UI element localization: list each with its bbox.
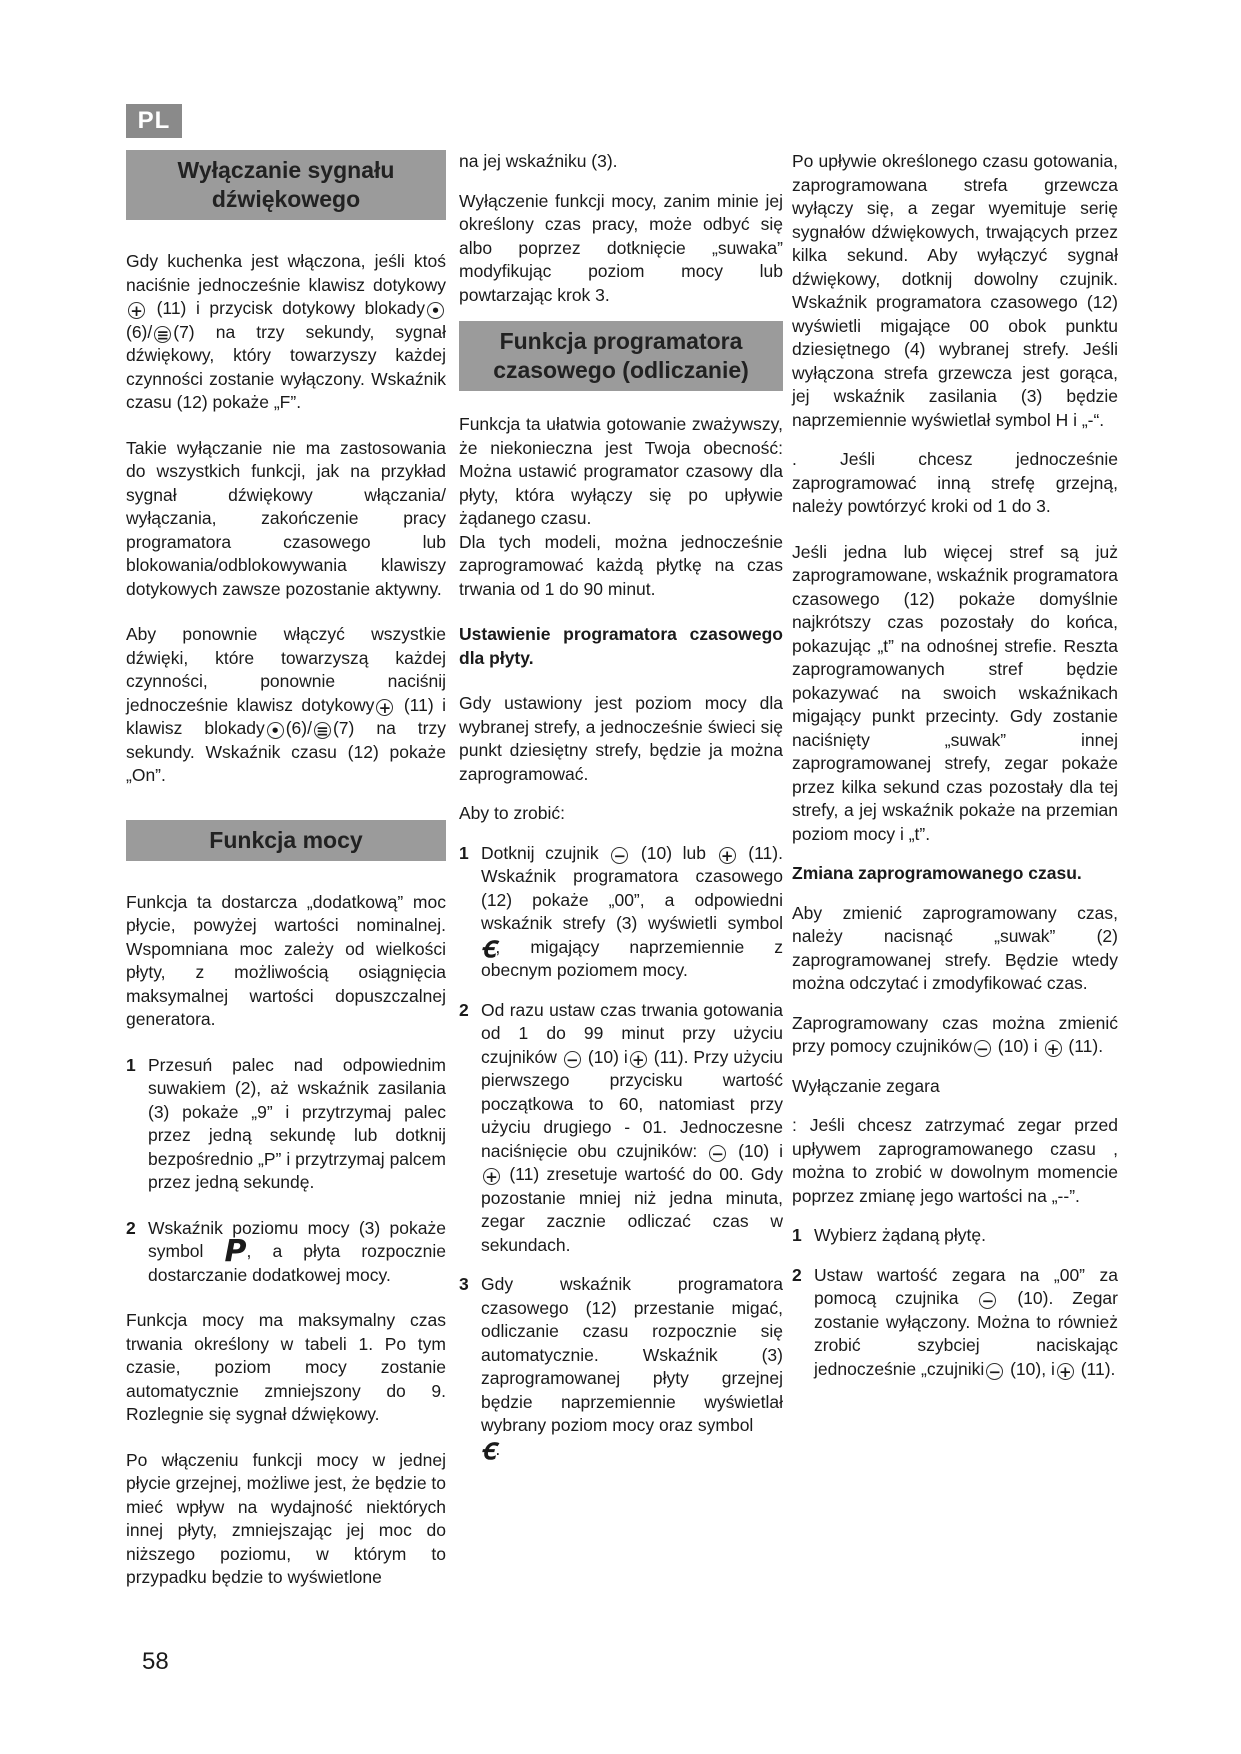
paragraph: Aby to zrobić: (459, 803, 566, 823)
paragraph: Po upływie określonego czasu gotowania, zaprogramowana strefa grzewcza wyłączy się, a zegar wyemituje serię sygnałów dźwiękowych, trwających przez kilka sekund. Aby wyłączyć sygnał dźwiękowy, dotknij dowolny czujnik. Wskaźnik programatora czasowego (12) wyświetli migające 00 obok punktu dziesiętnego (4) wybranej strefy. Jeśli wyłączona strefa grzewcza jest gorąca, jej wskaźnik zasilania (3) będzie naprzemiennie wyświetlał symbol H i „-“. (792, 151, 1118, 430)
paragraph: Wyłączanie zegara (792, 1075, 940, 1096)
menu-icon: ≡ (314, 722, 331, 739)
lock-icon: • (267, 722, 284, 739)
list-item: 2 Od razu ustaw czas trwania gotowania od 1 do 99 minut przy użyciu czujników − (10) i + (11). Przy użyciu pierwszego przycisku wartość początkowa to 60, natomiast przy użyciu drugiego - 01. Jednoczesne naciśnięcie obu czujników: − (10) i + (11) zresetuje wartość do 00. Gdy pozostanie mniej niż jedna minuta, zegar zacznie odliczać czas w sekundach. (459, 999, 783, 1255)
plus-icon: + (719, 847, 736, 864)
lock-icon: • (427, 302, 444, 319)
heading-power-function: Funkcja mocy (126, 820, 446, 861)
plus-icon: + (483, 1168, 500, 1185)
paragraph: . Jeśli chcesz jednocześnie zaprogramować inną strefę grzejną, należy powtórzyć kroki od 1 do 3. (792, 449, 1118, 516)
paragraph: : Jeśli chcesz zatrzymać zegar przed upływem zaprogramowanego czasu , można to zrobić w dowolnym momencie poprzez zmianę jego wartości na „--”. (792, 1115, 1118, 1206)
subheading: Zmiana zaprogramowanego czasu. (792, 863, 1082, 883)
minus-icon: − (709, 1145, 726, 1162)
plus-icon: + (128, 302, 145, 319)
paragraph: Zaprogramowany czas można zmienić przy pomocy czujników − (10) i + (11). (792, 1012, 1118, 1058)
t-symbol-icon: ꞓ (481, 1431, 496, 1467)
paragraph: Gdy ustawiony jest poziom mocy dla wybranej strefy, a jednocześnie świeci się punkt dziesiętny strefy, będzie ja można zaprogramować. (459, 693, 783, 784)
paragraph: Aby ponownie włączyć wszystkie dźwięki, które towarzyszą każdej czynności, ponownie naciśnij jednocześnie klawisz dotykowy + (11) i klawisz blokady • (6)/ ≡ (7) na trzy sekundy. Wskaźnik czasu (12) pokaże „On”. (126, 624, 446, 785)
paragraph: Funkcja ta dostarcza „dodatkową” moc płycie, powyżej wartości nominalnej. Wspomniana moc zależy od wielkości płyty, z możliwością osiągnięcia maksymalnej wartości dopuszczalnej generatora. (126, 891, 446, 1029)
column-2 (459, 150, 783, 1467)
list-item: 1 Dotknij czujnik − (10) lub + (11). Wskaźnik programatora czasowego (12) pokaże „00”, a odpowiedni wskaźnik strefy (3) wyświetli symbol ꞓ, migający naprzemiennie z obecnym poziomem mocy. (459, 842, 783, 980)
minus-icon: − (974, 1040, 991, 1057)
paragraph: Takie wyłączanie nie ma zastosowania do wszystkich funkcji, jak na przykład sygnał dźwiękowy włączania/ wyłączania, zakończenie pracy programatora czasowego lub blokowania/odblokowywania klawiszy dotykowych zawsze pozostanie aktywny. (126, 437, 446, 599)
p-symbol-icon: P (224, 1234, 247, 1269)
paragraph: Gdy kuchenka jest włączona, jeśli ktoś naciśnie jednocześnie klawisz dotykowy+ (11) i przycisk dotykowy blokady •(6)/ ≡ (7) na trzy sekundy, sygnał dźwiękowy, który towarzyszy każdej czynności zostanie wyłączony. Wskaźnik czasu (12) pokaże „F”. (126, 251, 446, 412)
language-tab: PL (126, 104, 182, 138)
paragraph: na jej wskaźniku (3). (459, 151, 618, 171)
plus-icon: + (1045, 1040, 1062, 1057)
paragraph: Po włączeniu funkcji mocy w jednej płycie grzejnej, możliwe jest, że będzie to mieć wpływ na wydajność niektórych innej płyty, zmniejszając jej moc do niższego poziomu, w którym to przypadku będzie to wyświetlone (126, 1449, 447, 1587)
paragraph: Dla tych modeli, można jednocześnie zaprogramować każdą płytkę na czas trwania od 1 do 90 minut. (459, 531, 783, 599)
t-symbol-icon: ꞓ (481, 929, 496, 965)
subheading: Ustawienie programatora czasowego dla płyty. (459, 624, 783, 668)
plus-icon: + (630, 1051, 647, 1068)
paragraph: Jeśli jedna lub więcej stref są już zaprogramowane, wskaźnik programatora czasowego (12) pokaże domyślnie najkrótszy czas pozostały do końca, pokazując „t” na odnośnej strefie. Reszta zaprogramowanych stref będzie pokazywać na swoich wskaźnikach migający punkt przecinty. Gdy zostanie naciśnięty „suwak” innej zaprogramowanej strefy, zegar pokaże przez kilka sekund czas pozostały dla tej strefy, a jej wskaźnik pokaże na przemian poziom mocy i „t”. (792, 541, 1118, 844)
list-item: 1 Wybierz żądaną płytę. (792, 1225, 987, 1245)
paragraph: Wyłączenie funkcji mocy, zanim minie jej określony czas pracy, może odbyć się albo poprzez dotknięcie „suwaka” modyfikując poziom mocy lub powtarzając krok 3. (459, 190, 783, 305)
list-item: 2 Ustaw wartość zegara na „00” za pomocą czujnika − (10). Zegar zostanie wyłączony. Można to również zrobić szybciej naciskając jednocześnie „czujniki − (10), i + (11). (792, 1264, 1118, 1381)
paragraph: Aby zmienić zaprogramowany czas, należy nacisnąć „suwak” (2) zaprogramowanej strefy. Będzie wtedy można odczytać i zmodyfikować czas. (792, 902, 1118, 993)
minus-icon: − (564, 1051, 581, 1068)
column-3 (792, 150, 1118, 1381)
minus-icon: − (986, 1363, 1003, 1380)
minus-icon: − (611, 847, 628, 864)
list-item: 3 Gdy wskaźnik programatora czasowego (12) przestanie migać, odliczanie czasu rozpocznie się automatycznie. Wskaźnik (3) zaprogramowanej płyty grzejnej będzie naprzemiennie wyświetlał wybrany poziom mocy oraz symbol ꞓ. (459, 1274, 783, 1467)
paragraph: Funkcja ta ułatwia gotowanie zważywszy, że niekonieczna jest Twoja obecność: Można ustawić programator czasowy dla płyty, która wyłączy się po upływie żądanego czasu. (459, 414, 783, 528)
heading-sound-off: Wyłączanie sygnału dźwiękowego (126, 150, 446, 220)
menu-icon: ≡ (154, 326, 171, 343)
page-number: 58 (142, 1648, 169, 1675)
list-item: 1 Przesuń palec nad odpowiednim suwakiem (2), aż wskaźnik zasilania (3) pokaże „9” i przytrzymaj palec przez jedną sekundę lub dotknij bezpośrednio „P” i przytrzymaj palcem przez jedną sekundę. (126, 1054, 446, 1192)
column-1 (126, 150, 446, 1590)
list-item: 2 Wskaźnik poziomu mocy (3) pokaże symbol P, a płyta rozpocznie dostarczanie dodatkowej mocy. (126, 1217, 446, 1285)
minus-icon: − (979, 1292, 996, 1309)
heading-timer-function: Funkcja programatora czasowego (odliczanie) (459, 321, 783, 391)
plus-icon: + (376, 699, 393, 716)
paragraph: Funkcja mocy ma maksymalny czas trwania określony w tabeli 1. Po tym czasie, poziom mocy zostanie automatycznie zmniejszony do 9. Rozlegnie się sygnał dźwiękowy. (126, 1310, 446, 1424)
plus-icon: + (1057, 1363, 1074, 1380)
